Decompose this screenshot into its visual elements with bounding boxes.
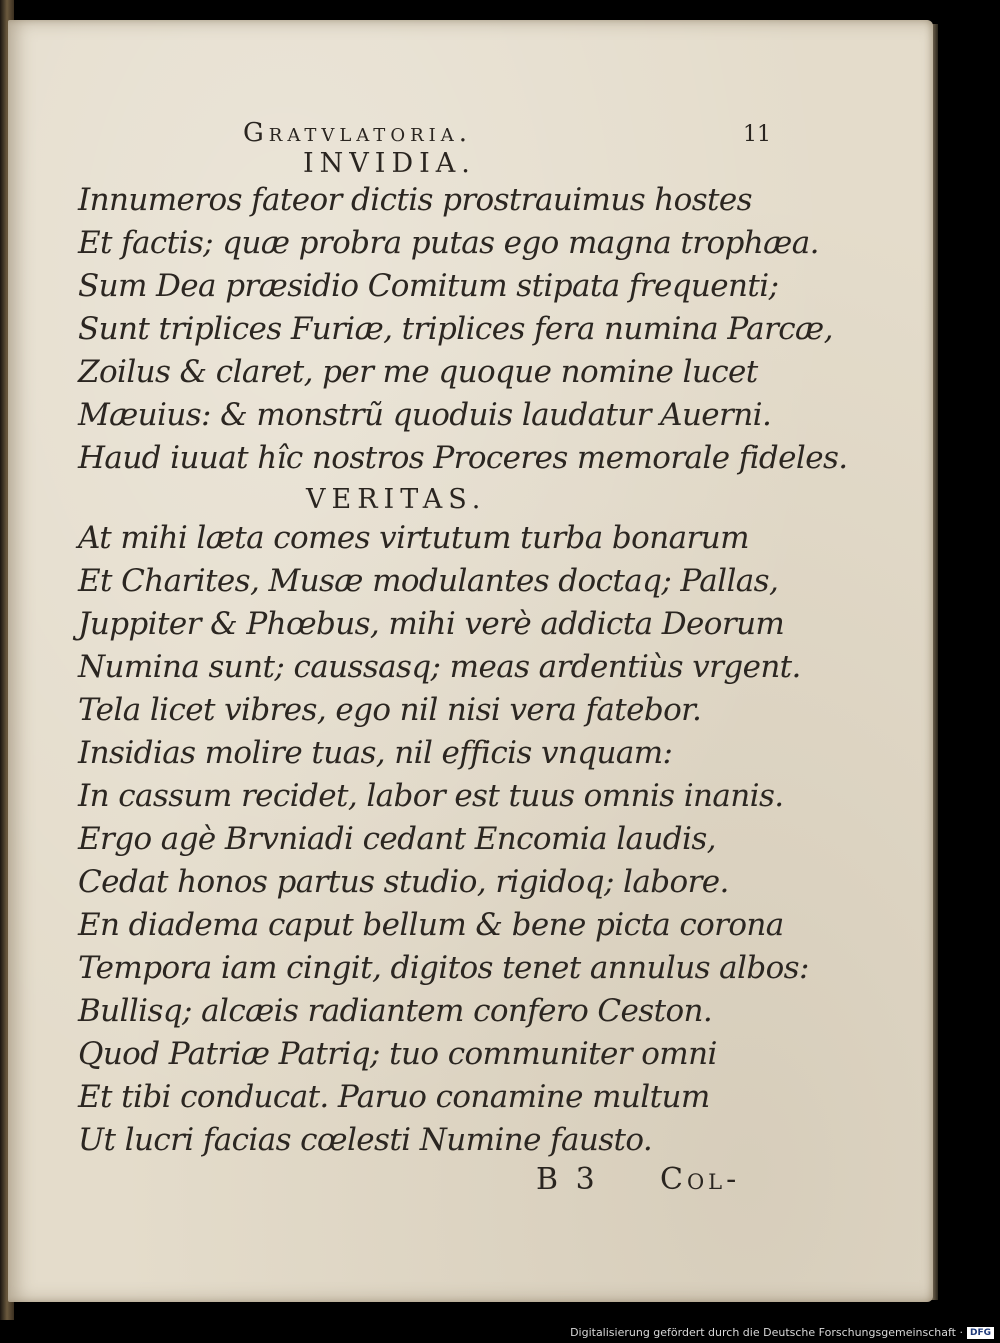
verse-line: Ut lucri facias cœlesti Numine fausto. xyxy=(78,1122,653,1158)
dfg-logo: DFG xyxy=(967,1327,994,1339)
verse-line: Sunt triplices Furiæ, triplices fera numina Parcæ, xyxy=(78,311,833,347)
verse-line: Tempora iam cingit, digitos tenet annulus albos: xyxy=(78,950,809,986)
verse-line: In cassum recidet, labor est tuus omnis inanis. xyxy=(78,778,784,814)
catchword: Col- xyxy=(660,1162,741,1197)
verse-line: En diadema caput bellum & bene picta corona xyxy=(78,907,784,943)
verse-line: Tela licet vibres, ego nil nisi vera fatebor. xyxy=(78,692,702,728)
verse-line: At mihi læta comes virtutum turba bonarum xyxy=(78,520,749,556)
digitization-credit xyxy=(570,1326,994,1339)
verse-line: Innumeros fateor dictis prostrauimus hostes xyxy=(78,182,752,218)
verse-line: Quod Patriæ Patriq; tuo communiter omni xyxy=(78,1036,717,1072)
verse-line: Et Charites, Musæ modulantes doctaq; Pallas, xyxy=(78,563,779,599)
verse-line: Zoilus & claret, per me quoque nomine lucet xyxy=(78,354,758,390)
book-page xyxy=(8,20,933,1302)
section-heading-invidia: INVIDIA. xyxy=(303,148,476,179)
verse-line: Bullisq; alcæis radiantem confero Ceston. xyxy=(78,993,713,1029)
credit-text: Digitalisierung gefördert durch die Deutsche Forschungsgemeinschaft · xyxy=(570,1326,963,1339)
section-heading-veritas: VERITAS. xyxy=(306,484,487,515)
page-number: 11 xyxy=(743,122,771,147)
verse-line: Juppiter & Phœbus, mihi verè addicta Deorum xyxy=(78,606,785,642)
running-head: Gratvlatoria. xyxy=(243,118,472,148)
verse-line: Mæuius: & monstrũ quoduis laudatur Auerni. xyxy=(78,397,772,433)
verse-line: Numina sunt; caussasq; meas ardentiùs vrgent. xyxy=(78,649,801,685)
verse-line: Sum Dea præsidio Comitum stipata frequenti; xyxy=(78,268,779,304)
verse-line: Insidias molire tuas, nil efficis vnquam: xyxy=(78,735,673,771)
verse-line: Haud iuuat hîc nostros Proceres memorale fideles. xyxy=(78,440,848,476)
verse-line: Et tibi conducat. Paruo conamine multum xyxy=(78,1079,710,1115)
signature-mark: B 3 xyxy=(536,1162,599,1197)
verse-line: Cedat honos partus studio, rigidoq; labore. xyxy=(78,864,729,900)
verse-line: Ergo agè Brvniadi cedant Encomia laudis, xyxy=(78,821,716,857)
verse-line: Et factis; quæ probra putas ego magna trophæa. xyxy=(78,225,819,261)
